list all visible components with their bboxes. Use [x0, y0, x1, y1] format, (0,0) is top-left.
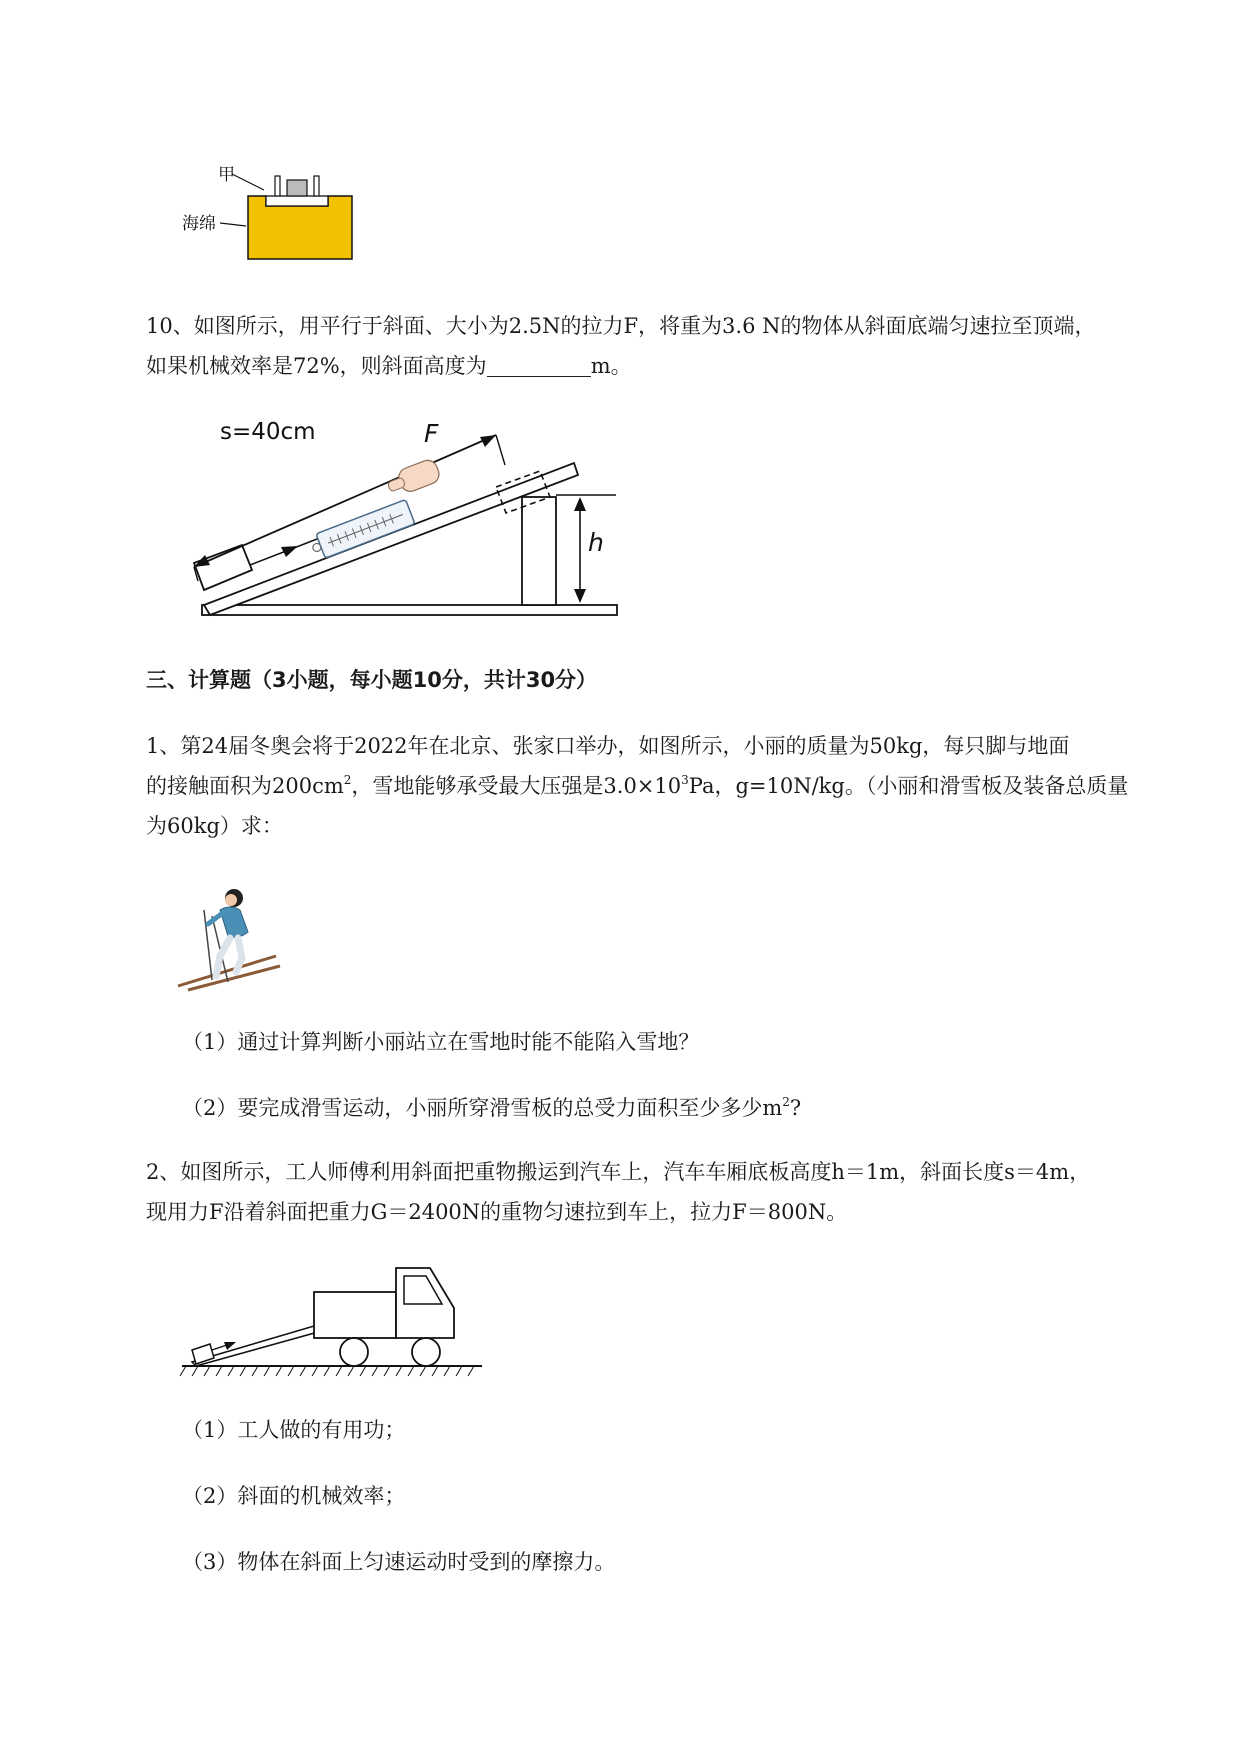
- stand-base: [266, 196, 328, 206]
- question-1: [146, 726, 1156, 846]
- q1-sub2: （2）要完成滑雪运动，小丽所穿滑雪板的总受力面积至少多少$m^2$?: [182, 1095, 802, 1120]
- weight-block: [287, 180, 307, 196]
- q1-line3: 为60kg）求：: [146, 814, 283, 838]
- sponge-figure: [180, 160, 370, 260]
- q2-sub2: （2）斜面的机械效率；: [182, 1484, 406, 1508]
- question-10: [146, 306, 1156, 386]
- question-2: [146, 1152, 1156, 1232]
- stand-leg-left: [275, 176, 280, 196]
- block: [194, 545, 252, 590]
- q2-line1: 2、如图所示，工人师傅利用斜面把重物搬运到汽车上，汽车车厢底板高度h＝1m，斜面长度s＝4m，: [146, 1160, 1091, 1184]
- incline-figure: [180, 405, 650, 625]
- force-label: F: [424, 419, 439, 448]
- distance-label: s=40cm: [220, 419, 316, 445]
- q2-sub1: （1）工人做的有用功；: [182, 1418, 406, 1442]
- h-arrow-head-top: [574, 497, 586, 511]
- q2-line2: 现用力F沿着斜面把重力G＝2400N的重物匀速拉到车上，拉力F＝800N。: [146, 1200, 848, 1224]
- section-heading: 三、计算题（3小题，每小题10分，共计30分）: [146, 668, 598, 692]
- q10-line1: 10、如图所示，用平行于斜面、大小为2.5N的拉力F，将重为3.6 N的物体从斜面底端匀速拉至顶端，: [146, 314, 1096, 338]
- q2-sub3: （3）物体在斜面上匀速运动时受到的摩擦力。: [182, 1550, 616, 1574]
- h-arrow-head-bottom: [574, 589, 586, 603]
- s-arrow-head-top: [480, 435, 496, 447]
- q1-sub1: （1）通过计算判断小丽站立在雪地时能不能陷入雪地？: [182, 1030, 700, 1054]
- q1-line2: 的接触面积为$200cm^2$，雪地能够承受最大压强是$3.0\times 10^3Pa$，g=10N/kg。（小丽和滑雪板及装备总质量: [146, 773, 1129, 798]
- truck-figure: [178, 1262, 486, 1382]
- stand-leg-right: [314, 176, 319, 196]
- skier-figure: [176, 880, 286, 992]
- support-post: [522, 497, 556, 605]
- q10-line2: 如果机械效率是72%，则斜面高度为 m。: [146, 354, 632, 378]
- truck-bed: [314, 1292, 396, 1338]
- answer-blank[interactable]: [487, 354, 591, 377]
- front-wheel: [412, 1338, 440, 1366]
- q1-line1: 1、第24届冬奥会将于2022年在北京、张家口举办，如图所示，小丽的质量为50kg，每只脚与地面: [146, 734, 1070, 758]
- height-label: h: [588, 528, 604, 557]
- ground-base: [202, 605, 617, 615]
- hand: [385, 457, 442, 498]
- rear-wheel: [340, 1338, 368, 1366]
- pull-arrow-head: [281, 546, 298, 557]
- label-jia: 甲: [218, 165, 235, 185]
- s-arrow-head-bottom: [194, 555, 210, 567]
- label-sponge: 海绵: [182, 214, 216, 234]
